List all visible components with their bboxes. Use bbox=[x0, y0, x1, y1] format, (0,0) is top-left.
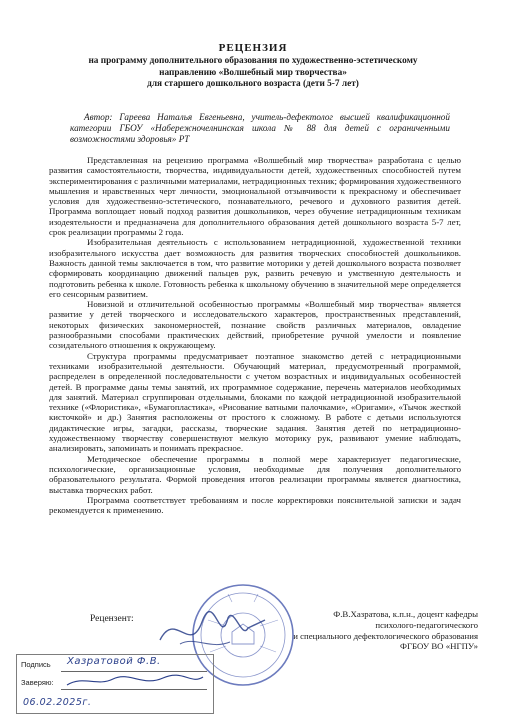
certified-label: Заверяю: bbox=[21, 678, 54, 687]
paragraph: Новизной и отличительной особенностью программы «Волшебный мир творчества» является развитие у детей творческого и исследовательского характеров, пространственных представлений, некоторых физических закономерностей, познание свойств различных материалов, овладение разнообразными способами практических действий, приобретение ручной умелости и появление созидательного отношения к окружающему. bbox=[49, 299, 461, 351]
certification-date: 06.02.2025г. bbox=[23, 697, 92, 708]
subtitle-line: направлению «Волшебный мир творчества» bbox=[159, 67, 347, 78]
author-info: Автор: Гареева Наталья Евгеньевна, учитель-дефектолог высшей квалификационной категории ГБОУ «Набережночелнинская школа № 88 для детей с ограниченными возможностями здоровья» РТ bbox=[70, 112, 450, 144]
certification-block bbox=[16, 654, 214, 714]
paragraph: Изобразительная деятельность с использованием нетрадиционной, художественной техники изобразительного искусства дает возможность для развития творческих способностей дошкольников. Важность данной темы заключается в том, что развитие моторики у детей дошкольного возраста позволяет сформировать координацию движений пальцев рук, развить речевую и умственную деятельность и подготовить ребенка к школе. Готовность ребенка к школьному обучению в значительной мере определяется его сенсорным развитием. bbox=[49, 237, 461, 299]
reviewer-line: психолого-педагогического bbox=[375, 619, 478, 630]
certified-underline bbox=[61, 689, 207, 690]
signature-label: Подпись bbox=[21, 660, 51, 669]
review-body bbox=[49, 155, 461, 515]
signature-name: Хазратовой Ф.В. bbox=[67, 656, 161, 667]
reviewer-line: Ф.В.Хазратова, к.п.н., доцент кафедры bbox=[333, 609, 478, 619]
reviewer-line: ФГБОУ ВО «НГПУ» bbox=[400, 641, 478, 652]
reviewer-label: Рецензент: bbox=[90, 614, 134, 624]
subtitle-line: на программу дополнительного образования по художественно-эстетическому bbox=[88, 56, 418, 66]
certifier-signature-icon bbox=[63, 673, 207, 689]
paragraph: Представленная на рецензию программа «Волшебный мир творчества» разработана с целью развития самостоятельности, творчества, индивидуальности детей, художественных способностей путем экспериментирования с различными материалами, нетрадиционных техник; формирования художественного мышления и нравственных черт личности, эмоциональной отзывчивости к прекрасному и обеспечивает условия для художественно-эстетического, познавательного, речевого и духовного развития детей. Программа воплощает новый подход развития дошкольников, через обучение нетрадиционным техникам изодеятельности и предназначена для дополнительного образования детей дошкольного возраста 5-7 лет, срок реализации программы 2 года. bbox=[49, 155, 461, 238]
paragraph: Структура программы предусматривает поэтапное знакомство детей с нетрадиционными техниками изобразительной деятельности. Обучающий материал, предусмотренный программой, распределен в определенной последовательности с учетом возрастных и индивидуальных особенностей детей. В программе даны темы занятий, их программное содержание, перечень материалов необходимых для занятий. Материал сгруппирован отдельными, блоками по каждой нетрадиционной изобразительной технике («Флористика», «Бумагопластика», «Рисование ватными палочками», «Оригами», «Тычок жесткой кисточкой» и др.) Занятия расположены от простого к сложному. В работе с детьми используются дидактические игры, загадки, рассказы, творческие задания. Занятия детей по нетрадиционно-художественному творчеству совершенствуют мелкую моторику рук, развивают умение наблюдать, анализировать, запоминать и понимать прекрасное. bbox=[49, 350, 461, 454]
signature-underline bbox=[61, 671, 207, 672]
reviewer-signature-icon bbox=[150, 600, 270, 660]
document-subtitle bbox=[70, 56, 436, 91]
document-title: РЕЦЕНЗИЯ bbox=[218, 42, 288, 54]
paragraph: Методическое обеспечение программы в полной мере характеризует педагогические, психологические, организационные условия, необходимые для получения дополнительного образовательного результата. Формой проведения итогов реализации программы является диагностика, выставка творческих работ. bbox=[49, 453, 461, 495]
subtitle-line: для старшего дошкольного возраста (дети 5-7 лет) bbox=[147, 79, 359, 89]
paragraph: Программа соответствует требованиям и после корректировки пояснительной записки и задач рекомендуется к применению. bbox=[49, 494, 461, 516]
reviewer-line: и специального дефектологического образования bbox=[293, 630, 478, 641]
